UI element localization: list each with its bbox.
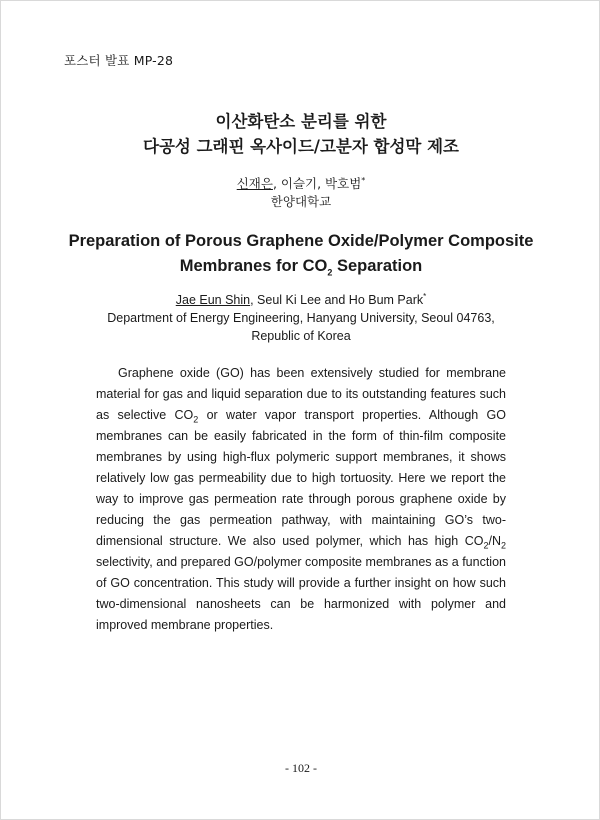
korean-coauthors: , 이슬기, 박호범 (272, 176, 362, 191)
korean-presenting-author: 신재은 (236, 176, 273, 191)
session-tag: 포스터 발표 MP-28 (64, 53, 174, 68)
english-title-line1: Preparation of Porous Graphene Oxide/Polymer Composite (68, 232, 534, 250)
english-presenting-author: Jae Eun Shin (175, 293, 251, 307)
english-title-subscript: 2 (327, 267, 333, 278)
english-authors-block (1, 291, 600, 345)
korean-affiliation: 한양대학교 (270, 194, 332, 209)
abstract-text-1: Graphene oxide (GO) has been extensively studied for membrane material for gas and liquid separation due to its outstanding features such as selective CO (96, 366, 506, 422)
english-title-line2-pre: Membranes for CO (179, 257, 328, 275)
english-title (1, 229, 600, 279)
korean-authors-block (1, 175, 600, 211)
korean-authors (1, 175, 600, 193)
abstract-sub-3: 2 (500, 540, 506, 551)
english-affiliation-line1: Department of Energy Engineering, Hanyang University, Seoul 04763, (107, 311, 495, 325)
english-authors (1, 291, 600, 309)
korean-title-line1: 이산화탄소 분리를 위한 (215, 112, 387, 131)
english-affiliation-line2: Republic of Korea (251, 329, 351, 343)
page-number: - 102 - (285, 761, 317, 775)
abstract-text-4: selectivity, and prepared GO/polymer composite membranes as a function of GO concentration. This study will provide a further insight on how such two-dimensional nanosheets can be harmonized with polymer and improved membrane properties. (96, 555, 506, 632)
english-coauthors: , Seul Ki Lee and Ho Bum Park (250, 293, 424, 307)
english-corresponding-mark: * (423, 291, 427, 301)
abstract-text-2: or water vapor transport properties. Although GO membranes can be easily fabricated in the form of thin-film composite membranes by using high-flux polymeric support membranes, it shows relatively low gas permeability due to high tortuosity. Here we report the way to improve gas permeation rate through porous graphene oxide by reducing the gas permeation pathway, with maintaining GO’s two-dimensional structure. We also used polymer, which has high CO (96, 408, 507, 548)
korean-corresponding-mark: * (361, 175, 366, 185)
abstract-paragraph (96, 363, 506, 636)
korean-title-line2: 다공성 그래핀 옥사이드/고분자 합성막 제조 (143, 137, 459, 156)
abstract-sub-1: 2 (193, 414, 199, 425)
english-title-line2-post: Separation (332, 257, 423, 275)
english-title-line2 (1, 254, 600, 279)
korean-title (1, 109, 600, 159)
abstract-sub-2: 2 (483, 540, 489, 551)
abstract-text-3: /N (488, 534, 501, 548)
